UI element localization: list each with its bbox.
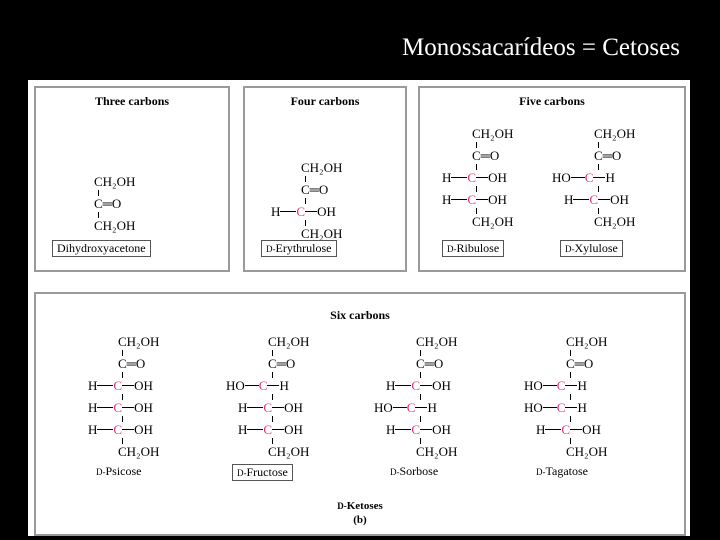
panel-title: Four carbons bbox=[290, 94, 360, 108]
slide-title: Monossacarídeos = Cetoses bbox=[402, 34, 680, 61]
row-h-c-oh: H C OH bbox=[271, 204, 336, 219]
panel-four-carbons bbox=[243, 86, 407, 272]
figure-caption: D-Ketoses bbox=[337, 500, 383, 512]
panel-title: Three carbons bbox=[94, 94, 170, 108]
panel-five-carbons: Five carbons CH₂OH C═O H C OH H C OH CH₂OH D-Ribulose CH₂OH C═O HO C H H C OH CH₂OH D-Xylulose bbox=[418, 86, 686, 272]
panel-title: Five carbons bbox=[519, 94, 585, 108]
group-ch2oh: CH₂OH bbox=[301, 226, 343, 241]
panel-six-carbons: Six carbons CH₂OH C═O H C OH H C OH H C OH CH₂OH D-Psicose CH₂OH C═O HO C H H C OH H C OH CH₂OH D-Fructose CH₂OH C═O H C OH HO C H H C OH CH₂OH D-Sorbose CH₂OH C═O HO C H HO C H H C OH CH₂OH D-Tagatose D-Ketoses (b) bbox=[34, 292, 686, 536]
name-dihydroxyacetone: Dihydroxyacetone bbox=[52, 240, 151, 257]
group-ch2oh: CH₂OH bbox=[94, 218, 136, 233]
panel-title: Six carbons bbox=[330, 308, 390, 322]
figure-part-label: (b) bbox=[353, 514, 367, 526]
ketoses-figure bbox=[28, 80, 690, 536]
group-carbonyl: C═O bbox=[301, 182, 329, 197]
name-sorbose: D-Sorbose bbox=[390, 464, 439, 478]
name-tagatose: D-Tagatose bbox=[536, 464, 588, 478]
name-ribulose: D-Ribulose bbox=[442, 240, 504, 257]
name-psicose: D-Psicose bbox=[96, 464, 142, 478]
name-erythrulose: D-Erythrulose bbox=[261, 240, 337, 257]
name-fructose: D-Fructose bbox=[232, 464, 293, 481]
panel-three-carbons bbox=[34, 86, 230, 272]
group-ch2oh: CH₂OH bbox=[301, 160, 343, 175]
name-xylulose: D-Xylulose bbox=[560, 240, 623, 257]
group-ch2oh: CH₂OH bbox=[94, 174, 136, 189]
group-carbonyl: C═O bbox=[94, 196, 122, 211]
